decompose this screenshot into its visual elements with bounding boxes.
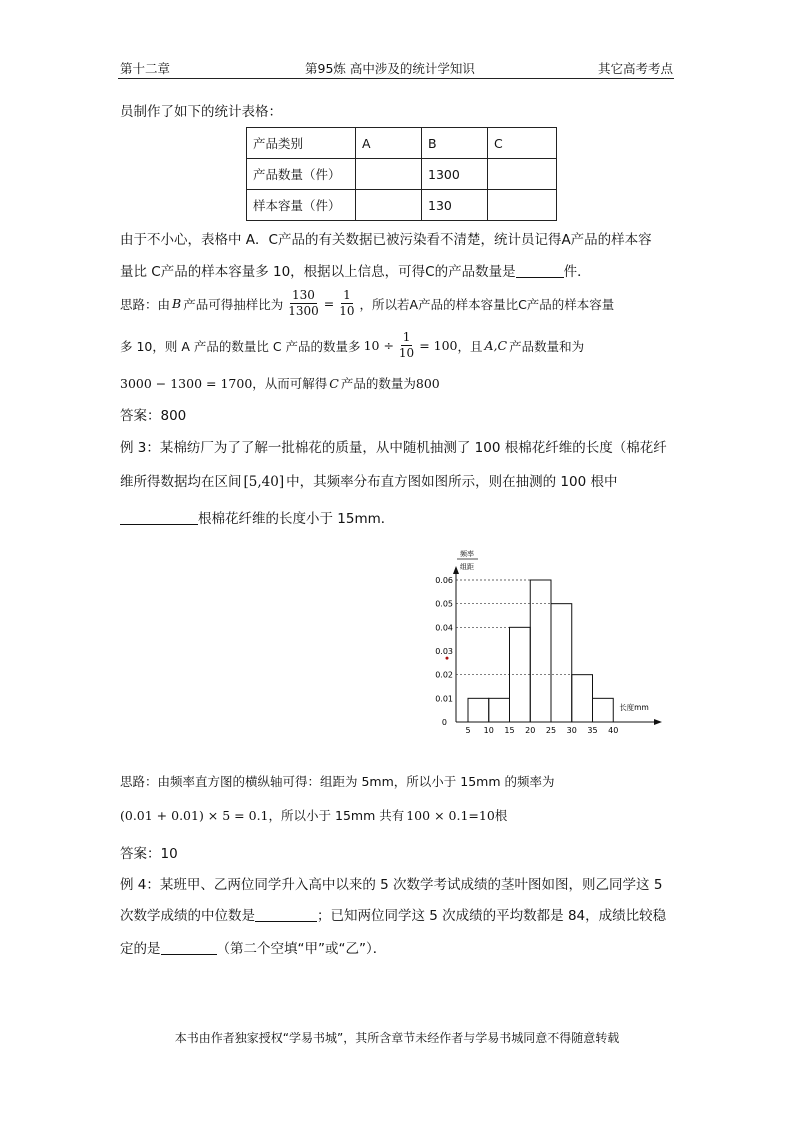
- example4-line1: 例 4：某班甲、乙两位同学升入高中以来的 5 次数学考试成绩的茎叶图如图，则乙同学这 5: [120, 877, 663, 893]
- header-section: 其它高考考点: [598, 61, 674, 76]
- table-cell: [356, 159, 422, 190]
- math-value: 800: [415, 376, 440, 391]
- example3-text: 中，其频率分布直方图如图所示，则在抽测的 100 根中: [286, 474, 618, 490]
- fraction-numerator: 1: [343, 288, 351, 302]
- example4-text: 次数学成绩的中位数是: [120, 908, 255, 924]
- fraction-denominator: 10: [339, 304, 355, 318]
- table-cell: 样本容量（件）: [247, 190, 356, 221]
- example4-text: ；已知两位同学这 5 次成绩的平均数都是 84，成绩比较稳: [317, 908, 667, 924]
- x-tick-label: 25: [545, 726, 557, 735]
- thinking2-var: B: [172, 296, 182, 311]
- example3-line3: [120, 509, 394, 529]
- table-cell: [356, 190, 422, 221]
- table-cell: A: [356, 128, 422, 159]
- y-tick-label: 0.05: [435, 599, 453, 609]
- thinking3-line2: [120, 806, 507, 824]
- table-cell: B: [422, 128, 488, 159]
- example3-line1: 例 3：某棉纺厂为了了解一批棉花的质量，从中随机抽测了 100 根棉花纤维的长度（棉花纤: [120, 440, 667, 456]
- x-tick-label: 20: [525, 726, 536, 735]
- histogram-bar: [489, 698, 510, 722]
- problem2-line1: 由于不小心，表格中 A．C产品的有关数据已被污染看不清楚，统计员记得A产品的样本容: [120, 232, 652, 248]
- x-tick-label: 40: [608, 726, 619, 735]
- y-tick-label: 0.02: [435, 670, 453, 680]
- table-row: [247, 128, 557, 159]
- y-axis-label-numerator: 频率: [460, 550, 474, 558]
- x-tick-label: 15: [504, 726, 515, 735]
- thinking2-line2: [120, 330, 584, 361]
- math-expression: = 100: [419, 338, 458, 353]
- origin-label: 0: [441, 718, 447, 727]
- fraction: [337, 288, 356, 319]
- fraction-numerator: 1: [402, 330, 411, 344]
- thinking2-text: ，从而可解得: [252, 376, 328, 391]
- table-cell: 1300: [422, 159, 488, 190]
- thinking2-var: C: [329, 376, 339, 391]
- table-cell: [488, 159, 557, 190]
- y-tick-label: 0.06: [435, 576, 453, 585]
- thinking3-text: ，所以小于 15mm 共有: [268, 808, 405, 823]
- table-cell: 产品类别: [247, 128, 356, 159]
- problem2-line2-text: 量比 C产品的样本容量多 10，根据以上信息，可得C的产品数量是: [120, 264, 516, 280]
- table-cell: 产品数量（件）: [247, 159, 356, 190]
- example3-line2: [120, 472, 617, 492]
- answer-blank: [161, 940, 217, 955]
- y-tick-label: 0.04: [435, 623, 453, 633]
- table-row: [247, 190, 557, 221]
- problem2-line2-end: 件．: [563, 264, 591, 280]
- problem2-line2: [120, 262, 591, 282]
- axis-marker-dot: [446, 657, 449, 660]
- x-tick-label: 35: [587, 726, 598, 735]
- math-expression: 10 ÷: [363, 338, 394, 353]
- y-axis-label-denominator: 组距: [460, 563, 474, 571]
- thinking2-text: 思路：由: [120, 296, 171, 312]
- answer2: 答案：800: [120, 408, 187, 424]
- thinking2-text: ，所以若A产品的样本容量比C产品的样本容量: [359, 296, 615, 312]
- example4-text: 定的是: [120, 941, 161, 957]
- product-table: [246, 127, 557, 221]
- thinking3-line1: 思路：由频率直方图的横纵轴可得：组距为 5mm，所以小于 15mm 的频率为: [120, 774, 555, 789]
- header-title: 第95炼 高中涉及的统计学知识: [305, 61, 475, 76]
- histogram-bar: [593, 698, 614, 722]
- thinking2-text: 产品的数量为: [340, 376, 416, 391]
- thinking2-text: 产品数量和为: [509, 338, 585, 354]
- histogram-bar: [572, 675, 593, 722]
- answer-blank: [255, 907, 317, 922]
- y-axis-arrow: [453, 566, 459, 574]
- thinking2-text: ，且: [457, 338, 483, 354]
- example3-text: 根棉花纤维的长度小于 15mm．: [198, 511, 395, 527]
- x-axis-arrow: [654, 719, 662, 725]
- equals-sign: =: [323, 296, 335, 311]
- y-tick-label: 0.03: [435, 647, 453, 656]
- math-expression: (0.01 + 0.01) × 5 = 0.1: [120, 808, 269, 823]
- table-cell: [488, 190, 557, 221]
- interval: [5,40]: [243, 474, 285, 490]
- table-cell: C: [488, 128, 557, 159]
- example4-text: （第二个空填“甲”或“乙”）．: [216, 941, 387, 957]
- example3-text: 维所得数据均在区间: [120, 474, 242, 490]
- x-tick-label: 30: [566, 726, 577, 735]
- fraction-numerator: 130: [292, 288, 315, 302]
- x-axis-label: 长度mm: [619, 703, 649, 712]
- intro-line: 员制作了如下的统计表格：: [120, 104, 282, 120]
- fraction-denominator: 1300: [288, 304, 319, 318]
- answer-blank: [516, 263, 564, 278]
- frequency-histogram: [410, 546, 680, 746]
- example4-line2: [120, 906, 666, 926]
- math-expression: 3000 − 1300 = 1700: [120, 376, 253, 391]
- answer-blank: [120, 510, 198, 525]
- example4-line3: [120, 939, 386, 959]
- thinking3-text: 根: [494, 808, 508, 823]
- x-tick-label: 5: [465, 726, 471, 735]
- fraction: [286, 288, 321, 319]
- histogram-bar: [530, 580, 551, 722]
- thinking2-line3: [120, 374, 440, 392]
- fraction: [397, 330, 416, 361]
- x-tick-label: 10: [483, 726, 494, 735]
- table-row: [247, 159, 557, 190]
- header-chapter: 第十二章: [120, 61, 171, 76]
- thinking2-line1: [120, 288, 614, 319]
- histogram-bar: [468, 698, 489, 722]
- y-tick-label: 0.01: [435, 694, 453, 704]
- thinking2-var: A,C: [484, 338, 508, 353]
- math-expression: 100 × 0.1=10: [406, 808, 495, 823]
- table-cell: 130: [422, 190, 488, 221]
- fraction-denominator: 10: [398, 346, 415, 360]
- thinking2-text: 产品可得抽样比为: [183, 296, 284, 312]
- footer-copyright: 本书由作者独家授权“学易书城”，其所含章节未经作者与学易书城同意不得随意转载: [174, 1031, 620, 1045]
- histogram-bar: [551, 604, 572, 722]
- header-rule: [118, 78, 674, 79]
- thinking2-text: 多 10，则 A 产品的数量比 C 产品的数量多: [120, 338, 361, 354]
- answer3: 答案：10: [120, 846, 178, 862]
